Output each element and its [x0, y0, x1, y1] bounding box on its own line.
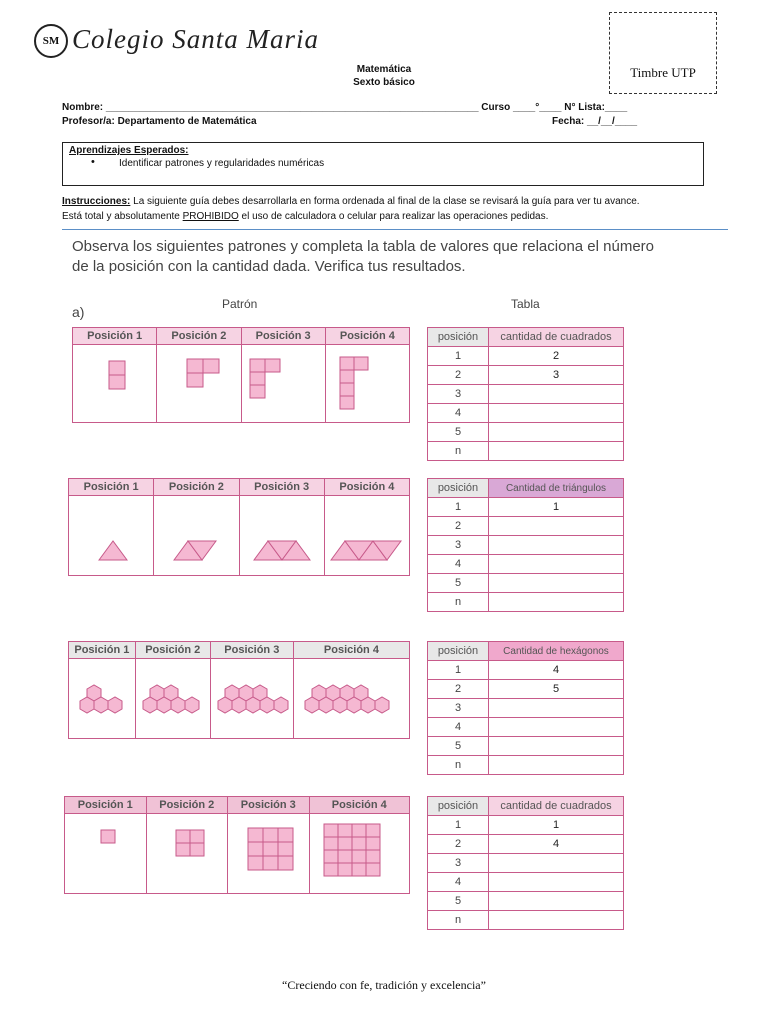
pattern-3-header-3: Posición 3: [211, 642, 294, 658]
pattern-3-pos-4: [294, 659, 409, 738]
pattern-1-pos-1: [73, 345, 157, 422]
table-4-head-pos: posición: [428, 797, 489, 816]
objectives-bullet: •: [91, 156, 95, 168]
table-4-value[interactable]: 4: [489, 835, 624, 854]
table-2-pos: 2: [428, 517, 489, 536]
table-3-pos: 2: [428, 680, 489, 699]
table-1-pos: 2: [428, 366, 489, 385]
table-1-head-qty: cantidad de cuadrados: [489, 328, 624, 347]
table-4-pos: 5: [428, 892, 489, 911]
table-4-value[interactable]: [489, 911, 624, 930]
utp-stamp-box: Timbre UTP: [609, 12, 717, 94]
table-3-pos: 4: [428, 718, 489, 737]
table-1-value[interactable]: 3: [489, 366, 624, 385]
table-3-pos: 3: [428, 699, 489, 718]
prohibido-word: PROHIBIDO: [182, 211, 239, 222]
exercise-label-a: a): [72, 304, 85, 320]
table-3-value[interactable]: 4: [489, 661, 624, 680]
instructions-label: Instrucciones:: [62, 196, 131, 207]
table-1-pos: 3: [428, 385, 489, 404]
table-4-value[interactable]: [489, 892, 624, 911]
pattern-2-pos-3: [240, 496, 325, 575]
table-4: [427, 796, 624, 930]
separator-line: [62, 229, 728, 230]
instructions-line-2: [62, 211, 548, 222]
table-1-pos: 1: [428, 347, 489, 366]
pattern-2: [68, 478, 410, 576]
pattern-2-pos-1: [69, 496, 154, 575]
table-2-value[interactable]: 1: [489, 498, 624, 517]
pattern-1-header-1: Posición 1: [73, 328, 157, 344]
exercise-lead-2: de la posición con la cantidad dada. Verifica tus resultados.: [72, 258, 466, 275]
pattern-3-header-4: Posición 4: [323, 644, 379, 656]
table-3-head-qty: Cantidad de hexágonos: [489, 642, 624, 661]
pattern-1-pos-3: [242, 345, 326, 422]
pattern-4-header-2: Posición 2: [147, 797, 229, 813]
table-3-head-pos: posición: [428, 642, 489, 661]
pattern-4-header-3: Posición 3: [228, 797, 310, 813]
table-1-value[interactable]: [489, 442, 624, 461]
pattern-2-pos-2: [154, 496, 239, 575]
instructions-text-2b: el uso de calculadora o celular para realizar las operaciones pedidas.: [238, 211, 549, 222]
table-4-head-qty: cantidad de cuadrados: [489, 797, 624, 816]
table-3-value[interactable]: [489, 718, 624, 737]
instructions-line-1: [62, 196, 640, 207]
grade-title: Sexto básico: [353, 77, 415, 88]
table-1-value[interactable]: [489, 385, 624, 404]
table-4-pos: 1: [428, 816, 489, 835]
table-4-value[interactable]: 1: [489, 816, 624, 835]
table-4-pos: n: [428, 911, 489, 930]
school-logo-mark: SM: [34, 24, 68, 58]
table-2-pos: 5: [428, 574, 489, 593]
objective-item: Identificar patrones y regularidades numéricas: [119, 158, 325, 169]
pattern-3-header-1: Posición 1: [69, 642, 136, 658]
table-4-pos: 2: [428, 835, 489, 854]
table-2-value[interactable]: [489, 555, 624, 574]
table-1-pos: 5: [428, 423, 489, 442]
pattern-4-pos-3: [228, 814, 310, 893]
table-1-pos: n: [428, 442, 489, 461]
pattern-1-pos-4: [326, 345, 409, 422]
table-1-value[interactable]: [489, 404, 624, 423]
table-3-value[interactable]: [489, 756, 624, 775]
table-3-pos: 1: [428, 661, 489, 680]
table-2-pos: 1: [428, 498, 489, 517]
table-3-value[interactable]: 5: [489, 680, 624, 699]
pattern-4: [64, 796, 410, 894]
table-2-head-pos: posición: [428, 479, 489, 498]
table-3: [427, 641, 624, 775]
pattern-2-header-3: Posición 3: [240, 479, 325, 495]
pattern-2-header-4: Posición 4: [339, 481, 395, 493]
table-4-pos: 3: [428, 854, 489, 873]
table-1-head-pos: posición: [428, 328, 489, 347]
table-1-value[interactable]: [489, 423, 624, 442]
table-2: [427, 478, 624, 612]
table-1-pos: 4: [428, 404, 489, 423]
table-2-pos: 3: [428, 536, 489, 555]
table-2-value[interactable]: [489, 574, 624, 593]
table-2-head-qty: Cantidad de triángulos: [489, 479, 624, 498]
pattern-2-header-2: Posición 2: [154, 479, 239, 495]
objectives-box: [62, 142, 704, 186]
pattern-1-header-2: Posición 2: [157, 328, 241, 344]
table-3-pos: 5: [428, 737, 489, 756]
pattern-2-header-1: Posición 1: [69, 479, 154, 495]
table-3-pos: n: [428, 756, 489, 775]
pattern-3-pos-3: [211, 659, 294, 738]
school-name: Colegio Santa Maria: [72, 24, 319, 54]
teacher-line: Profesor/a: Departamento de Matemática: [62, 116, 257, 127]
school-motto: “Creciendo con fe, tradición y excelencia”: [282, 978, 486, 992]
pattern-4-pos-4: [310, 814, 409, 893]
table-4-pos: 4: [428, 873, 489, 892]
table-1: [427, 327, 624, 461]
pattern-4-header-4: Posición 4: [331, 799, 387, 811]
pattern-3-pos-2: [136, 659, 211, 738]
pattern-4-header-1: Posición 1: [65, 797, 147, 813]
table-3-value[interactable]: [489, 699, 624, 718]
pattern-3-pos-1: [69, 659, 136, 738]
date-line[interactable]: Fecha: __/__/____: [552, 116, 638, 127]
instructions-text-1: La siguiente guía debes desarrollarla en forma ordenada al final de la clase se revisará la guía para ver tu avance.: [130, 196, 640, 207]
pattern-4-pos-2: [147, 814, 229, 893]
pattern-3: [68, 641, 410, 739]
pattern-2-pos-4: [325, 496, 409, 575]
objectives-title: Aprendizajes Esperados:: [69, 145, 189, 156]
pattern-1-header-3: Posición 3: [242, 328, 326, 344]
table-2-pos: 4: [428, 555, 489, 574]
instructions-text-2a: Está total y absolutamente: [62, 211, 183, 222]
table-1-value[interactable]: 2: [489, 347, 624, 366]
table-2-pos: n: [428, 593, 489, 612]
table-2-value[interactable]: [489, 593, 624, 612]
table-4-value[interactable]: [489, 873, 624, 892]
table-2-value[interactable]: [489, 536, 624, 555]
table-3-value[interactable]: [489, 737, 624, 756]
exercise-lead-1: Observa los siguientes patrones y completa la tabla de valores que relaciona el número: [72, 238, 654, 255]
pattern-1-header-4: Posición 4: [339, 330, 395, 342]
pattern-3-header-2: Posición 2: [136, 642, 211, 658]
table-4-value[interactable]: [489, 854, 624, 873]
student-name-line[interactable]: Nombre: ___________________________________________________________________ Curso ____°____ N° Lista:____: [62, 102, 628, 113]
pattern-column-title: Patrón: [222, 297, 258, 311]
table-2-value[interactable]: [489, 517, 624, 536]
subject-title: Matemática: [356, 64, 412, 75]
pattern-1-pos-2: [157, 345, 241, 422]
table-column-title: Tabla: [511, 297, 540, 311]
pattern-4-pos-1: [65, 814, 147, 893]
pattern-1: [72, 327, 410, 423]
